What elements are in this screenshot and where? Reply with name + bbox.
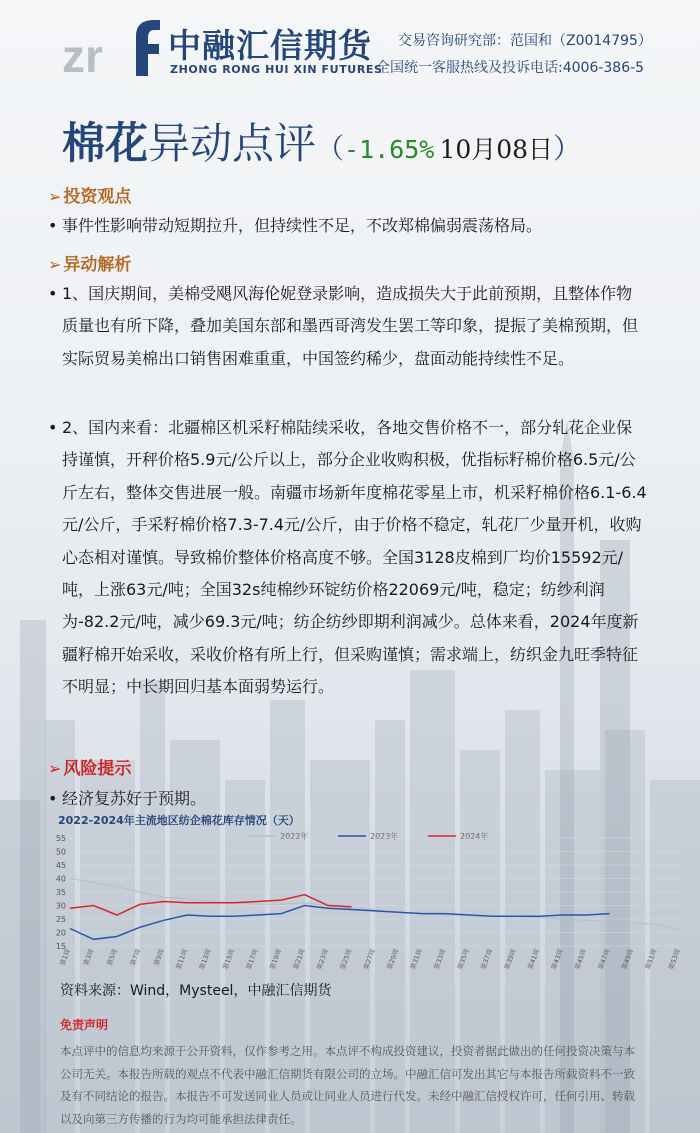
x-tick-label: 第7周 bbox=[128, 947, 143, 967]
inventory-line-chart bbox=[48, 810, 688, 980]
data-source: 资料来源：Wind，Mysteel，中融汇信期货 bbox=[60, 983, 332, 999]
title-paren-close: ） bbox=[553, 132, 582, 165]
disclaimer-text: 本点评中的信息均来源于公开资料，仅作参考之用。本点评不构成投资建议，投资者据此做出的任何投资决策与本公司无关。本报告所载的观点不代表中融汇信期货有限公司的立场。中融汇信可发出其它与本报告所载资料不一致及有不同结论的报告。本报告不可发送同业人员或让同业人员进行代发。未经中融汇信授权许可，任何引用、转载以及向第三方传播的行为均可能承担法律责任。 bbox=[60, 1044, 635, 1126]
x-tick-label: 第37周 bbox=[479, 947, 495, 971]
series-line-2023年 bbox=[70, 906, 610, 940]
x-tick-label: 第35周 bbox=[455, 947, 471, 971]
view-text: 事件性影响带动短期拉升，但持续性不足，不改郑棉偏弱震荡格局。 bbox=[62, 216, 543, 235]
arrow-icon: ➢ bbox=[48, 187, 62, 206]
x-tick-label: 第53周 bbox=[667, 947, 682, 971]
section-heading-view bbox=[48, 182, 131, 207]
title-commodity: 棉花 bbox=[62, 119, 148, 169]
x-tick-label: 第19周 bbox=[268, 947, 284, 971]
x-tick-label: 第33周 bbox=[432, 947, 448, 971]
x-tick-label: 第45周 bbox=[573, 947, 589, 971]
bullet-icon: • bbox=[48, 418, 58, 437]
view-paragraph bbox=[48, 210, 648, 242]
y-tick-label: 50 bbox=[55, 847, 66, 857]
x-tick-label: 第5周 bbox=[105, 947, 119, 967]
legend-label: 2024年 bbox=[460, 832, 489, 841]
x-tick-label: 第1周 bbox=[58, 947, 72, 967]
x-tick-label: 第29周 bbox=[385, 947, 401, 971]
title-subject: 异动点评 bbox=[148, 119, 317, 168]
disclaimer-title: 免责声明 bbox=[60, 1018, 109, 1032]
y-tick-label: 40 bbox=[55, 874, 66, 884]
y-tick-label: 35 bbox=[55, 888, 66, 897]
arrow-icon: ➢ bbox=[48, 255, 62, 274]
bullet-icon: • bbox=[48, 216, 58, 235]
company-name-en: ZHONG RONG HUI XIN FUTURES bbox=[170, 63, 383, 76]
x-tick-label: 第23周 bbox=[315, 947, 330, 971]
section-heading-analysis bbox=[48, 250, 131, 275]
analysis-paragraph-1 bbox=[48, 278, 648, 375]
analysis-text-1: 1、国庆期间，美棉受飓风海伦妮登录影响，造成损失大于此前预期，且整体作物质量也有所下降，叠加美国东部和墨西哥湾发生罢工等印象，提振了美棉预期，但实际贸易美棉出口销售困难重重，中国签约稀少，盘面动能持续性不足。 bbox=[62, 284, 639, 368]
x-tick-label: 第3周 bbox=[81, 947, 96, 967]
consultant-info: 交易咨询研究部：范国和（Z0014795） bbox=[398, 33, 652, 49]
title-date: 10月08日 bbox=[439, 135, 554, 164]
x-tick-label: 第39周 bbox=[502, 947, 518, 971]
y-tick-label: 15 bbox=[55, 942, 66, 951]
x-tick-label: 第51周 bbox=[643, 947, 659, 971]
hotline-info: 全国统一客服热线及投诉电话:4006-386-5 bbox=[376, 60, 645, 76]
x-tick-label: 第41周 bbox=[526, 947, 542, 971]
x-tick-label: 第17周 bbox=[244, 947, 260, 971]
risk-text: 经济复苏好于预期。 bbox=[62, 789, 207, 808]
title-paren-open: （ bbox=[316, 132, 345, 165]
x-tick-label: 第27周 bbox=[362, 947, 377, 971]
arrow-icon: ➢ bbox=[48, 759, 62, 778]
x-tick-label: 第43周 bbox=[549, 947, 565, 971]
y-tick-label: 45 bbox=[55, 861, 66, 870]
analysis-paragraph-2 bbox=[48, 412, 648, 704]
x-tick-label: 第13周 bbox=[197, 947, 213, 971]
x-tick-label: 第9周 bbox=[152, 947, 166, 967]
page-title bbox=[62, 110, 581, 170]
company-logo-mark bbox=[62, 14, 162, 80]
bullet-icon: • bbox=[48, 789, 58, 808]
x-tick-label: 第47周 bbox=[596, 947, 612, 971]
series-line-2024年 bbox=[70, 895, 352, 915]
x-tick-label: 第49周 bbox=[620, 947, 635, 971]
section-heading-risk bbox=[48, 754, 131, 779]
legend-label: 2022年 bbox=[280, 832, 309, 841]
x-tick-label: 第11周 bbox=[174, 947, 190, 971]
section-heading-view-label: 投资观点 bbox=[63, 187, 132, 207]
x-tick-label: 第25周 bbox=[338, 947, 354, 971]
series-line-2022年 bbox=[70, 879, 680, 930]
analysis-text-2: 2、国内来看：北疆棉区机采籽棉陆续采收，各地交售价格不一，部分轧花企业保持谨慎，开秤价格5.9元/公斤以上，部分企业收购积极，优指标籽棉价格6.5元/公斤左右，整体交售进展一般。南疆市场新年度棉花零星上市，机采籽棉价格6.1-6.4元/公斤，手采籽棉价格7.3-7.4元/公斤，由于价格不稳定，轧花厂少量开机，收购心态相对谨慎。导致棉价整体价格高度不够。全国3128皮棉到厂均价15592元/吨，上涨63元/吨；全国32s纯棉纱环锭纺价格22069元/吨，稳定；纺纱利润为-82.2元/吨，减少69.3元/吨；纺企纺纱即期利润减少。总体来看，2024年度新疆籽棉开始采收，采收价格有所上行，但采购谨慎；需求端上，纺织金九旺季特征不明显；中长期回归基本面弱势运行。 bbox=[62, 418, 647, 697]
x-tick-label: 第31周 bbox=[409, 947, 424, 971]
legend-label: 2023年 bbox=[370, 832, 399, 841]
section-heading-analysis-label: 异动解析 bbox=[63, 255, 132, 275]
y-tick-label: 55 bbox=[55, 834, 66, 843]
chart-title: 2022-2024年主流地区纺企棉花库存情况（天） bbox=[58, 814, 300, 827]
company-name-cn: 中融汇信期货 bbox=[168, 26, 372, 65]
header bbox=[0, 0, 700, 90]
x-tick-label: 第15周 bbox=[221, 947, 237, 971]
svg-text:zr: zr bbox=[62, 30, 103, 80]
x-tick-label: 第21周 bbox=[291, 947, 307, 971]
bullet-icon: • bbox=[48, 284, 58, 303]
y-tick-label: 25 bbox=[55, 915, 66, 924]
title-change-percent: -1.65% bbox=[344, 135, 435, 164]
section-heading-risk-label: 风险提示 bbox=[63, 759, 132, 779]
y-tick-label: 30 bbox=[55, 901, 66, 911]
y-tick-label: 20 bbox=[55, 928, 66, 938]
